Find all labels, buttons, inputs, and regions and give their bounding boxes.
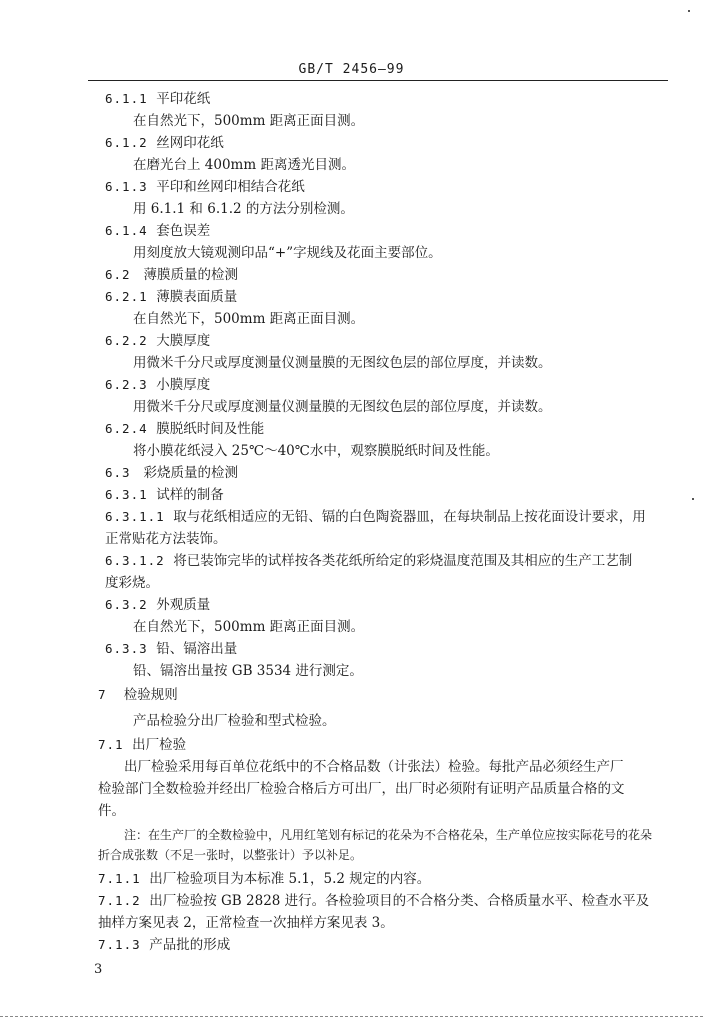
body-line: 在磨光台上 400mm 距离透光目测。 (133, 157, 355, 173)
scan-speck (692, 498, 694, 500)
clause-7-1-2: 7.1.2 出厂检验按 GB 2828 进行。各检验项目的不合格分类、合格质量水平、检查水平及 (98, 893, 650, 909)
body-line: 抽样方案见表 2，正常检查一次抽样方案见表 3。 (98, 915, 394, 931)
clause-6-2-2: 6.2.2 大膜厚度 (105, 333, 211, 349)
clause-6-3-1-2: 6.3.1.2 将已装饰完毕的试样按各类花纸所给定的彩烧温度范围及其相应的生产工艺制 (105, 553, 633, 569)
clause-6-3-2: 6.3.2 外观质量 (105, 597, 211, 613)
clause-6-2-1: 6.2.1 薄膜表面质量 (105, 289, 238, 305)
body-line: 在自然光下，500mm 距离正面目测。 (133, 113, 365, 129)
body-line: 出厂检验采用每百单位花纸中的不合格品数（计张法）检验。每批产品必须经生产厂 (124, 759, 624, 775)
body-line: 用微米千分尺或厚度测量仪测量膜的无图纹色层的部位厚度，并读数。 (133, 355, 552, 371)
clause-6-2-4: 6.2.4 膜脱纸时间及性能 (105, 421, 265, 437)
scan-edge-line (0, 1016, 703, 1017)
clause-6-1-3: 6.1.3 平印和丝网印相结合花纸 (105, 179, 305, 195)
clause-6-2-3: 6.2.3 小膜厚度 (105, 377, 211, 393)
section-6-3: 6.3 彩烧质量的检测 (105, 465, 238, 481)
clause-7-1: 7.1 出厂检验 (98, 737, 187, 753)
note-line: 注：在生产厂的全数检验中，凡用红笔划有标记的花朵为不合格花朵，生产单位应按实际花号的花朵 (124, 828, 653, 842)
body-line: 产品检验分出厂检验和型式检验。 (133, 713, 336, 729)
scan-speck (688, 10, 690, 12)
clause-6-1-1: 6.1.1 平印花纸 (105, 91, 211, 107)
body-line: 检验部门全数检验并经出厂检验合格后方可出厂，出厂时必须附有证明产品质量合格的文 (98, 781, 625, 797)
section-7: 7 检验规则 (98, 687, 178, 703)
note-line: 折合成张数（不足一张时，以整张计）予以补足。 (98, 848, 363, 862)
standard-header: GB/T 2456—99 (298, 62, 405, 77)
body-line: 用刻度放大镜观测印品“+”字规线及花面主要部位。 (133, 245, 442, 261)
page-number: 3 (94, 962, 103, 977)
body-line: 正常贴花方法装饰。 (105, 531, 227, 547)
body-line: 将小膜花纸浸入 25℃～40℃水中，观察膜脱纸时间及性能。 (133, 443, 499, 459)
clause-7-1-1: 7.1.1 出厂检验项目为本标准 5.1，5.2 规定的内容。 (98, 871, 431, 887)
clause-6-3-1: 6.3.1 试样的制备 (105, 487, 224, 503)
body-line: 用微米千分尺或厚度测量仪测量膜的无图纹色层的部位厚度，并读数。 (133, 399, 552, 415)
body-line: 用 6.1.1 和 6.1.2 的方法分别检测。 (133, 201, 354, 217)
body-line: 铅、镉溶出量按 GB 3534 进行测定。 (133, 663, 363, 679)
clause-6-1-2: 6.1.2 丝网印花纸 (105, 135, 224, 151)
clause-6-3-1-1: 6.3.1.1 取与花纸相适应的无铅、镉的白色陶瓷器皿，在每块制品上按花面设计要求，用 (105, 509, 646, 525)
section-6-2: 6.2 薄膜质量的检测 (105, 267, 238, 283)
body-line: 件。 (98, 803, 125, 819)
body-line: 度彩烧。 (105, 575, 159, 591)
clause-6-3-3: 6.3.3 铅、镉溶出量 (105, 641, 238, 657)
clause-6-1-4: 6.1.4 套色误差 (105, 223, 211, 239)
body-line: 在自然光下，500mm 距离正面目测。 (133, 619, 365, 635)
body-line: 在自然光下，500mm 距离正面目测。 (133, 311, 365, 327)
header-rule (88, 80, 668, 81)
clause-7-1-3: 7.1.3 产品批的形成 (98, 937, 231, 953)
